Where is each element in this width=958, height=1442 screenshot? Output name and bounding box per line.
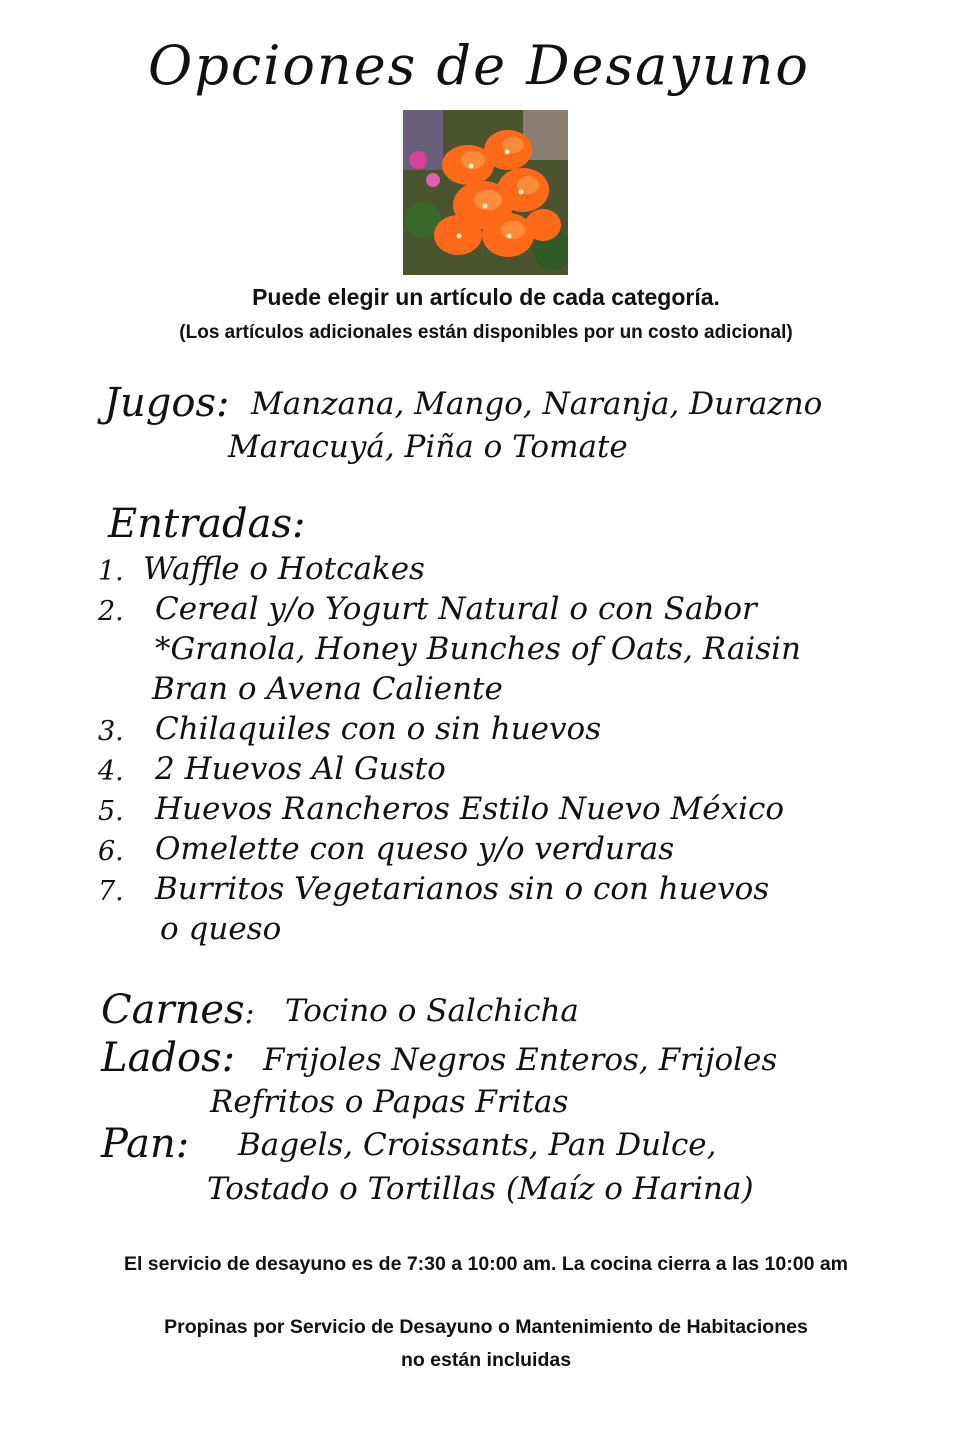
entrada-number-7: 7.: [98, 876, 124, 907]
entrada-item-2-line-1: Cereal y/o Yogurt Natural o con Sabor: [155, 591, 757, 627]
lados-line-1: Frijoles Negros Enteros, Frijoles: [263, 1042, 778, 1078]
pan-label: Pan:: [101, 1121, 190, 1167]
tips-note-line-2: no están incluidas: [400, 1349, 572, 1371]
jugos-line-2: Maracuyá, Piña o Tomate: [228, 429, 628, 465]
service-hours-note: El servicio de desayuno es de 7:30 a 10:00 am. La cocina cierra a las 10:00 am: [123, 1253, 849, 1275]
jugos-line-1: Manzana, Mango, Naranja, Durazno: [251, 386, 823, 422]
entrada-item-3: Chilaquiles con o sin huevos: [155, 711, 602, 747]
page-title: Opciones de Desayuno: [148, 34, 810, 97]
entrada-item-6: Omelette con queso y/o verduras: [155, 831, 675, 867]
tips-note-line-1: Propinas por Servicio de Desayuno o Mantenimiento de Habitaciones: [164, 1316, 808, 1338]
entrada-item-7-line-1: Burritos Vegetarianos sin o con huevos: [155, 871, 770, 907]
lados-line-2: Refritos o Papas Fritas: [210, 1084, 569, 1120]
entradas-label: Entradas:: [108, 501, 306, 547]
carnes-label: Carnes:: [101, 987, 255, 1033]
entrada-number-2: 2.: [98, 596, 124, 627]
entrada-number-5: 5.: [98, 796, 124, 827]
entrada-item-4: 2 Huevos Al Gusto: [155, 751, 446, 787]
intro-instruction: Puede elegir un artículo de cada categoría.: [252, 284, 720, 310]
entrada-item-7-line-2: o queso: [160, 911, 282, 947]
jugos-label: Jugos:: [104, 380, 230, 426]
entrada-number-1: 1.: [98, 556, 124, 587]
pan-line-2: Tostado o Tortillas (Maíz o Harina): [207, 1171, 754, 1207]
entrada-number-3: 3.: [98, 716, 124, 747]
entrada-item-2-line-2: *Granola, Honey Bunches of Oats, Raisin: [155, 631, 802, 667]
entrada-item-2-line-3: Bran o Avena Caliente: [152, 671, 503, 707]
entrada-item-1: Waffle o Hotcakes: [143, 551, 425, 587]
carnes-colon: :: [244, 996, 255, 1031]
carnes-value: Tocino o Salchicha: [285, 993, 579, 1029]
entrada-number-6: 6.: [98, 836, 124, 867]
intro-note: (Los artículos adicionales están disponibles por un costo adicional): [179, 322, 793, 343]
pan-line-1: Bagels, Croissants, Pan Dulce,: [238, 1127, 717, 1163]
lados-label: Lados:: [101, 1035, 236, 1081]
bougainvillea-flower-image: [403, 110, 568, 275]
entrada-number-4: 4.: [98, 756, 124, 787]
entrada-item-5: Huevos Rancheros Estilo Nuevo México: [155, 791, 785, 827]
